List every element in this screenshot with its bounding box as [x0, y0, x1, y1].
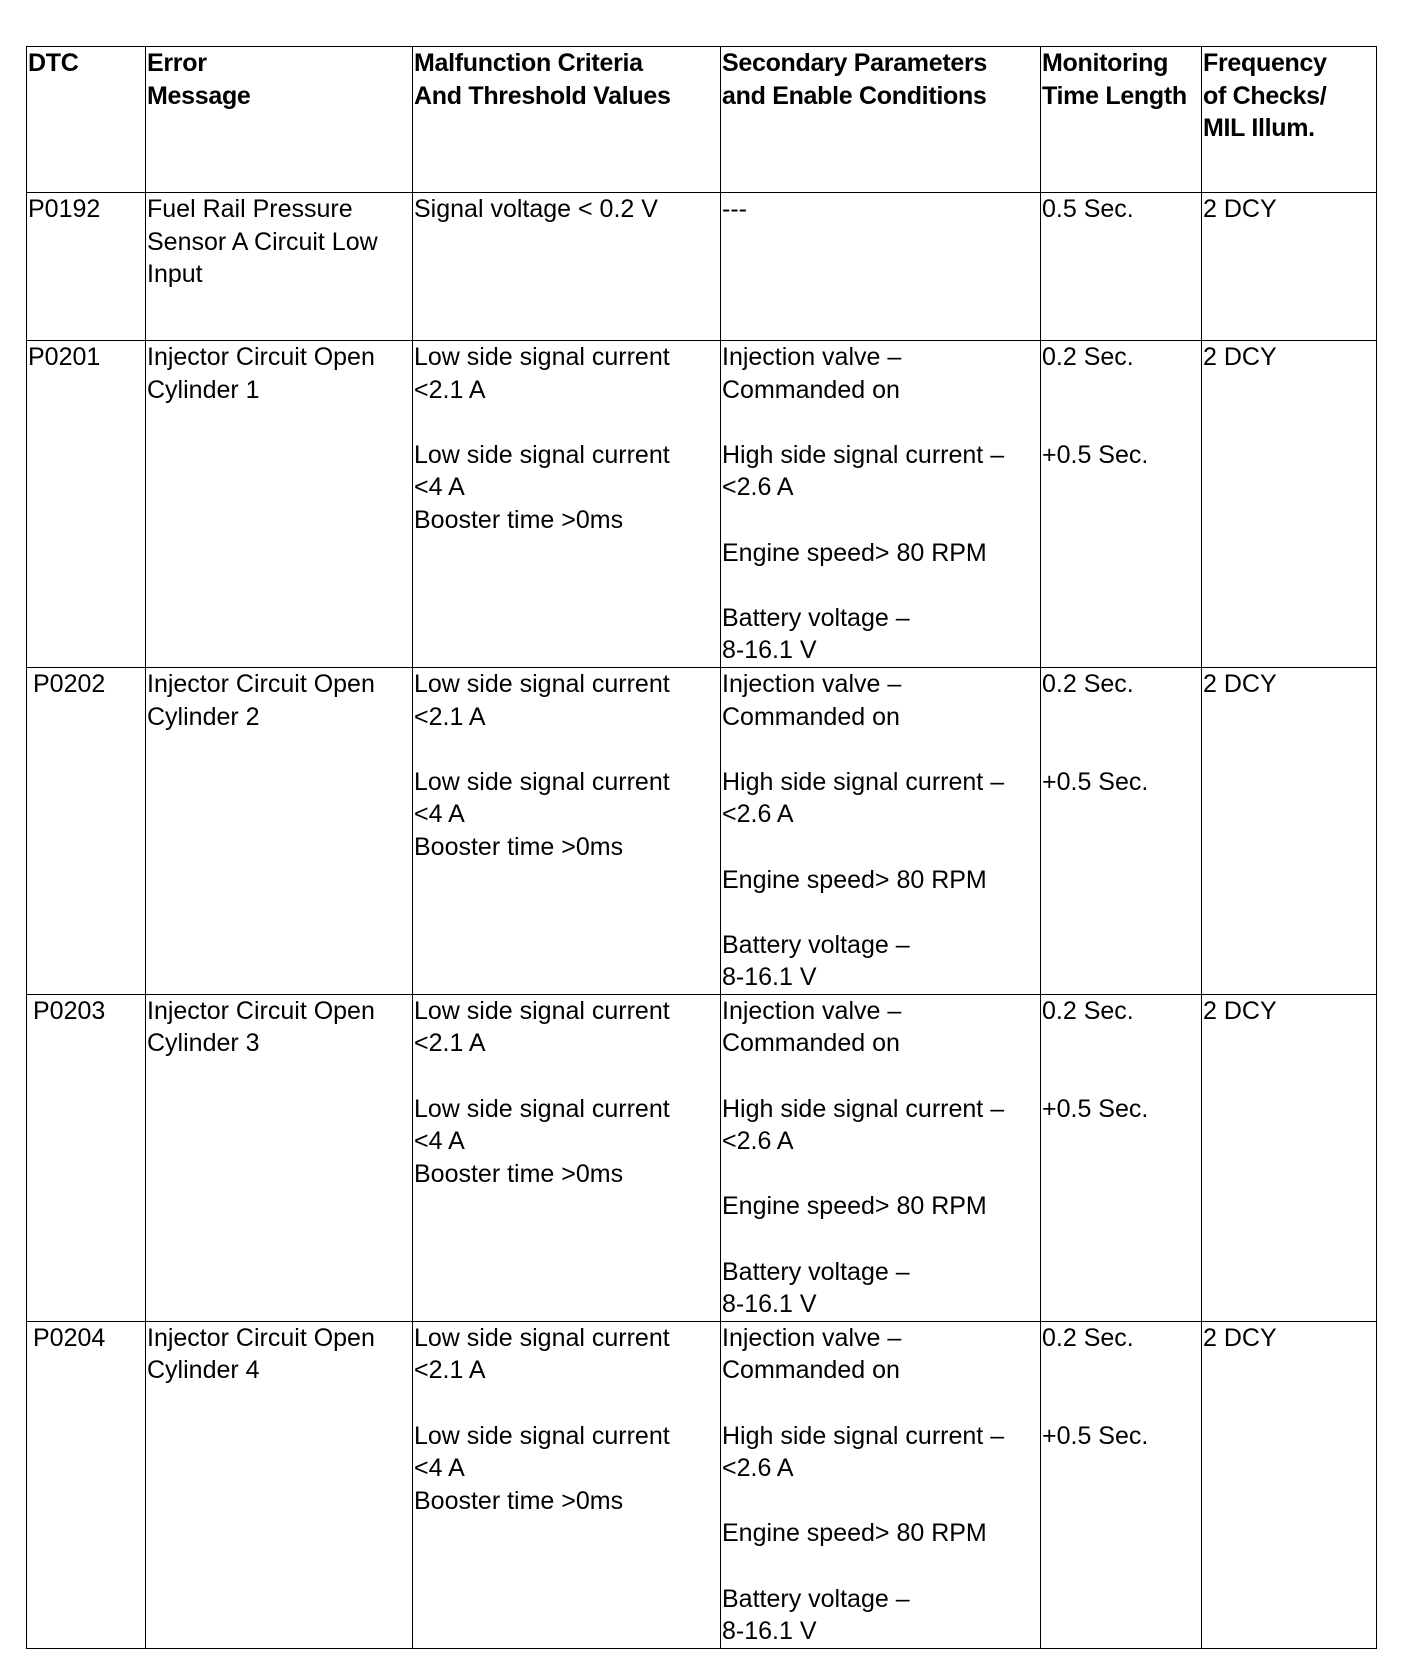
error-message: Injector Circuit Open Cylinder 2 — [146, 667, 413, 994]
dtc-code: P0204 — [27, 1321, 146, 1648]
header-secondary-parameters: Secondary Parameters and Enable Conditions — [721, 47, 1041, 193]
table-row-p0204 — [27, 1321, 1377, 1648]
monitoring-time: 0.2 Sec. +0.5 Sec. — [1041, 994, 1202, 1321]
dtc-table — [26, 46, 1377, 1649]
malfunction-criteria: Low side signal current <2.1 A Low side signal current <4 A Booster time >0ms — [413, 1321, 721, 1648]
table-row-p0201 — [27, 341, 1377, 668]
header-error-message: Error Message — [146, 47, 413, 193]
malfunction-criteria: Signal voltage < 0.2 V — [413, 193, 721, 341]
dtc-code: P0203 — [27, 994, 146, 1321]
monitoring-time: 0.2 Sec. +0.5 Sec. — [1041, 667, 1202, 994]
monitoring-time: 0.2 Sec. +0.5 Sec. — [1041, 1321, 1202, 1648]
table-header-row — [27, 47, 1377, 193]
table-row-p0203 — [27, 994, 1377, 1321]
header-monitoring-time: Monitoring Time Length — [1041, 47, 1202, 193]
secondary-parameters: Injection valve – Commanded on High side signal current – <2.6 A Engine speed> 80 RPM Battery voltage – 8-16.1 V — [721, 667, 1041, 994]
header-frequency: Frequency of Checks/ MIL Illum. — [1202, 47, 1377, 193]
secondary-parameters: Injection valve – Commanded on High side signal current – <2.6 A Engine speed> 80 RPM Battery voltage – 8-16.1 V — [721, 1321, 1041, 1648]
secondary-parameters: Injection valve – Commanded on High side signal current – <2.6 A Engine speed> 80 RPM Battery voltage – 8-16.1 V — [721, 994, 1041, 1321]
error-message: Fuel Rail Pressure Sensor A Circuit Low Input — [146, 193, 413, 341]
malfunction-criteria: Low side signal current <2.1 A Low side signal current <4 A Booster time >0ms — [413, 341, 721, 668]
monitoring-time: 0.2 Sec. +0.5 Sec. — [1041, 341, 1202, 668]
malfunction-criteria: Low side signal current <2.1 A Low side signal current <4 A Booster time >0ms — [413, 994, 721, 1321]
frequency: 2 DCY — [1202, 1321, 1377, 1648]
dtc-code: P0192 — [27, 193, 146, 341]
frequency: 2 DCY — [1202, 994, 1377, 1321]
dtc-code: P0202 — [27, 667, 146, 994]
malfunction-criteria: Low side signal current <2.1 A Low side signal current <4 A Booster time >0ms — [413, 667, 721, 994]
table-row-p0202 — [27, 667, 1377, 994]
frequency: 2 DCY — [1202, 667, 1377, 994]
frequency: 2 DCY — [1202, 193, 1377, 341]
secondary-parameters: Injection valve – Commanded on High side signal current – <2.6 A Engine speed> 80 RPM Battery voltage – 8-16.1 V — [721, 341, 1041, 668]
header-malfunction-criteria: Malfunction Criteria And Threshold Values — [413, 47, 721, 193]
table-row-p0192 — [27, 193, 1377, 341]
error-message: Injector Circuit Open Cylinder 3 — [146, 994, 413, 1321]
secondary-parameters: --- — [721, 193, 1041, 341]
frequency: 2 DCY — [1202, 341, 1377, 668]
header-dtc: DTC — [27, 47, 146, 193]
error-message: Injector Circuit Open Cylinder 1 — [146, 341, 413, 668]
dtc-code: P0201 — [27, 341, 146, 668]
error-message: Injector Circuit Open Cylinder 4 — [146, 1321, 413, 1648]
monitoring-time: 0.5 Sec. — [1041, 193, 1202, 341]
